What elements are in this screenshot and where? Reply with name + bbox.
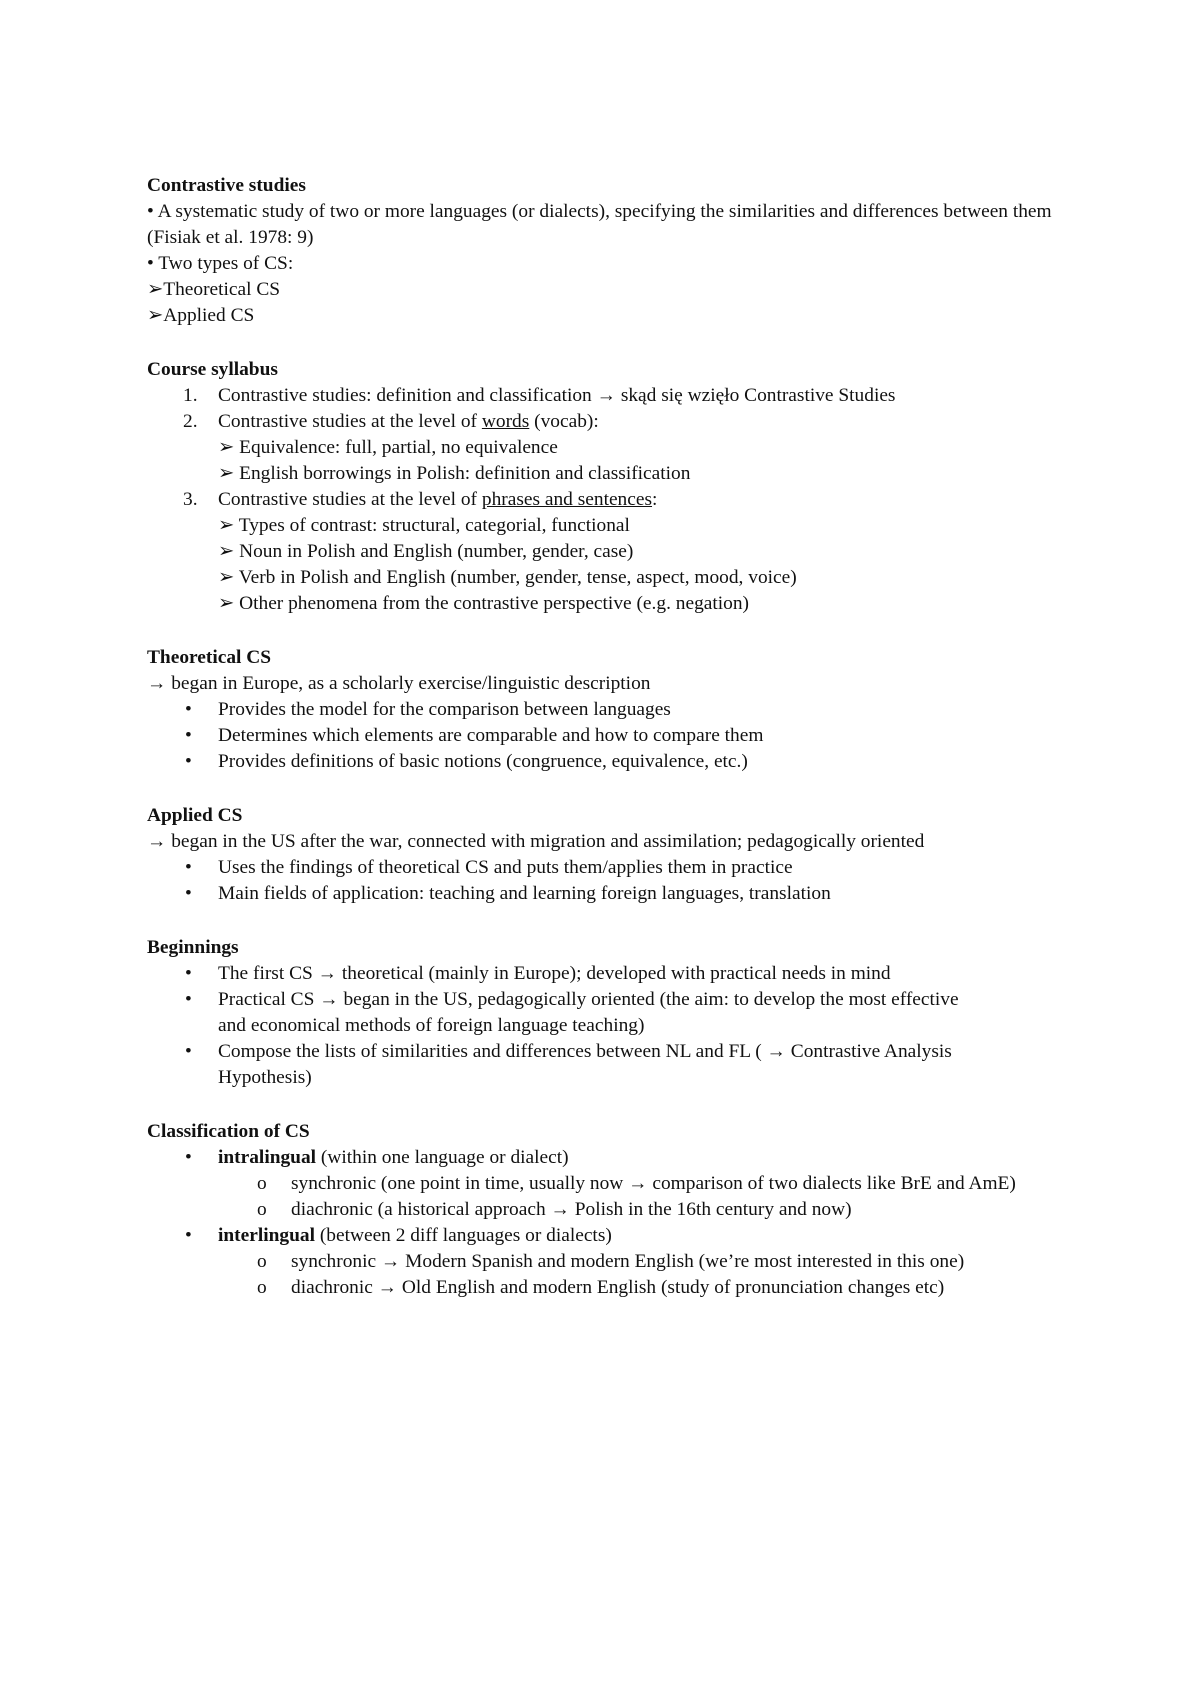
list-item-intralingual <box>147 1145 1067 1171</box>
list-item <box>147 987 978 1039</box>
list-item <box>147 723 1067 749</box>
sub-bullet: o <box>257 1199 267 1220</box>
syllabus-item-2 <box>147 409 1067 435</box>
definition-text: A systematic study of two or more languages (or dialects), specifying the similarities and differences between them (Fisiak et al. 1978: 9) <box>147 201 1052 248</box>
term-description: (between 2 diff languages or dialects) <box>314 1225 612 1246</box>
item-number: 2. <box>183 411 198 432</box>
heading-beginnings: Beginnings <box>147 937 239 958</box>
item-text-post: (vocab): <box>529 411 599 432</box>
list-item-text: The first CS → theoretical (mainly in Europe); developed with practical needs in mind <box>218 963 891 984</box>
subitem-text: English borrowings in Polish: definition and classification <box>239 463 691 484</box>
syllabus-subitem <box>147 513 1067 539</box>
list-item-text: Provides definitions of basic notions (congruence, equivalence, etc.) <box>218 751 748 772</box>
term-interlingual: interlingual <box>218 1225 315 1246</box>
heading-course-syllabus: Course syllabus <box>147 359 278 380</box>
list-item <box>147 697 1067 723</box>
bullet: • <box>185 963 192 984</box>
arrow-bullet-icon: ➢ <box>218 515 235 536</box>
heading-contrastive-studies: Contrastive studies <box>147 175 306 196</box>
sub-list-item-text: synchronic → Modern Spanish and modern English (we’re most interested in this one) <box>291 1251 965 1272</box>
list-item-interlingual <box>147 1223 1067 1249</box>
sub-list-item-text: diachronic → Old English and modern English (study of pronunciation changes etc) <box>291 1277 945 1298</box>
syllabus-subitem <box>147 461 1067 487</box>
item-text-underlined: phrases and sentences <box>481 489 653 510</box>
types-line <box>147 251 1067 277</box>
heading-applied-cs: Applied CS <box>147 805 243 826</box>
bullet: • <box>185 725 192 746</box>
document-body <box>147 173 1067 1301</box>
type-theoretical <box>147 277 1067 303</box>
sub-bullet: o <box>257 1251 267 1272</box>
bullet: • <box>185 883 192 904</box>
sub-list-item <box>147 1197 1067 1223</box>
type-label: Applied CS <box>163 305 255 326</box>
arrow-bullet-icon: ➢ <box>218 463 235 484</box>
sub-list-item <box>147 1249 1051 1275</box>
item-text-underlined: words <box>481 411 530 432</box>
bullet: • <box>185 1041 192 1062</box>
list-item <box>147 1039 988 1091</box>
list-item-text: Provides the model for the comparison between languages <box>218 699 671 720</box>
item-text-pre: Contrastive studies at the level of <box>218 411 482 432</box>
syllabus-item-1 <box>147 383 1067 409</box>
arrow-bullet-icon: ➢ <box>218 593 235 614</box>
list-item-text: Main fields of application: teaching and learning foreign languages, translation <box>218 883 831 904</box>
heading-classification: Classification of CS <box>147 1121 310 1142</box>
syllabus-item-3 <box>147 487 1067 513</box>
type-label: Theoretical CS <box>163 279 281 300</box>
syllabus-subitem <box>147 435 1067 461</box>
syllabus-subitem <box>147 591 1067 617</box>
bullet: • <box>185 857 192 878</box>
list-item <box>147 961 1067 987</box>
list-item <box>147 749 1067 775</box>
item-text-pre: Contrastive studies at the level of <box>218 489 482 510</box>
subitem-text: Types of contrast: structural, categorial, functional <box>238 515 630 536</box>
bullet: • <box>185 1147 192 1168</box>
bullet: • <box>185 699 192 720</box>
bullet: • <box>185 751 192 772</box>
bullet: • <box>147 253 154 274</box>
list-item <box>147 855 1067 881</box>
item-number: 1. <box>183 385 198 406</box>
list-item <box>147 881 1067 907</box>
sub-list-item-text: synchronic (one point in time, usually now → comparison of two dialects like BrE and AmE) <box>291 1173 1016 1194</box>
applied-intro: → began in the US after the war, connected with migration and assimilation; pedagogically oriented <box>147 831 925 852</box>
bullet: • <box>185 1225 192 1246</box>
sub-list-item-text: diachronic (a historical approach → Polish in the 16th century and now) <box>291 1199 852 1220</box>
theoretical-intro: → began in Europe, as a scholarly exercise/linguistic description <box>147 673 651 694</box>
list-item-text: Compose the lists of similarities and differences between NL and FL ( → Contrastive Analysis Hypothesis) <box>218 1041 952 1088</box>
item-text-post: : <box>652 489 658 510</box>
sub-list-item <box>147 1171 1051 1197</box>
heading-theoretical-cs: Theoretical CS <box>147 647 272 668</box>
list-item-text: Uses the findings of theoretical CS and puts them/applies them in practice <box>218 857 793 878</box>
sub-list-item <box>147 1275 1067 1301</box>
arrow-bullet-icon: ➢ <box>218 437 235 458</box>
subitem-text: Other phenomena from the contrastive perspective (e.g. negation) <box>239 593 749 614</box>
item-number: 3. <box>183 489 198 510</box>
bullet: • <box>147 201 154 222</box>
term-description: (within one language or dialect) <box>316 1147 569 1168</box>
syllabus-subitem <box>147 539 1067 565</box>
syllabus-subitem <box>147 565 1067 591</box>
list-item-text: Practical CS → began in the US, pedagogically oriented (the aim: to develop the most effective and economical methods of foreign language teaching) <box>218 989 959 1036</box>
subitem-text: Equivalence: full, partial, no equivalence <box>239 437 558 458</box>
list-item-text: Determines which elements are comparable and how to compare them <box>218 725 764 746</box>
item-text: Contrastive studies: definition and classification → skąd się wzięło Contrastive Studies <box>218 385 896 406</box>
arrow-bullet-icon: ➢ <box>218 567 235 588</box>
bullet: • <box>185 989 192 1010</box>
subitem-text: Noun in Polish and English (number, gender, case) <box>239 541 634 562</box>
definition-paragraph <box>147 199 1067 251</box>
types-text: Two types of CS: <box>158 253 294 274</box>
sub-bullet: o <box>257 1277 267 1298</box>
term-intralingual: intralingual <box>218 1147 317 1168</box>
type-applied <box>147 303 1067 329</box>
arrow-bullet-icon: ➢ <box>147 279 164 300</box>
arrow-bullet-icon: ➢ <box>218 541 235 562</box>
sub-bullet: o <box>257 1173 267 1194</box>
subitem-text: Verb in Polish and English (number, gender, tense, aspect, mood, voice) <box>238 567 797 588</box>
arrow-bullet-icon: ➢ <box>147 305 164 326</box>
